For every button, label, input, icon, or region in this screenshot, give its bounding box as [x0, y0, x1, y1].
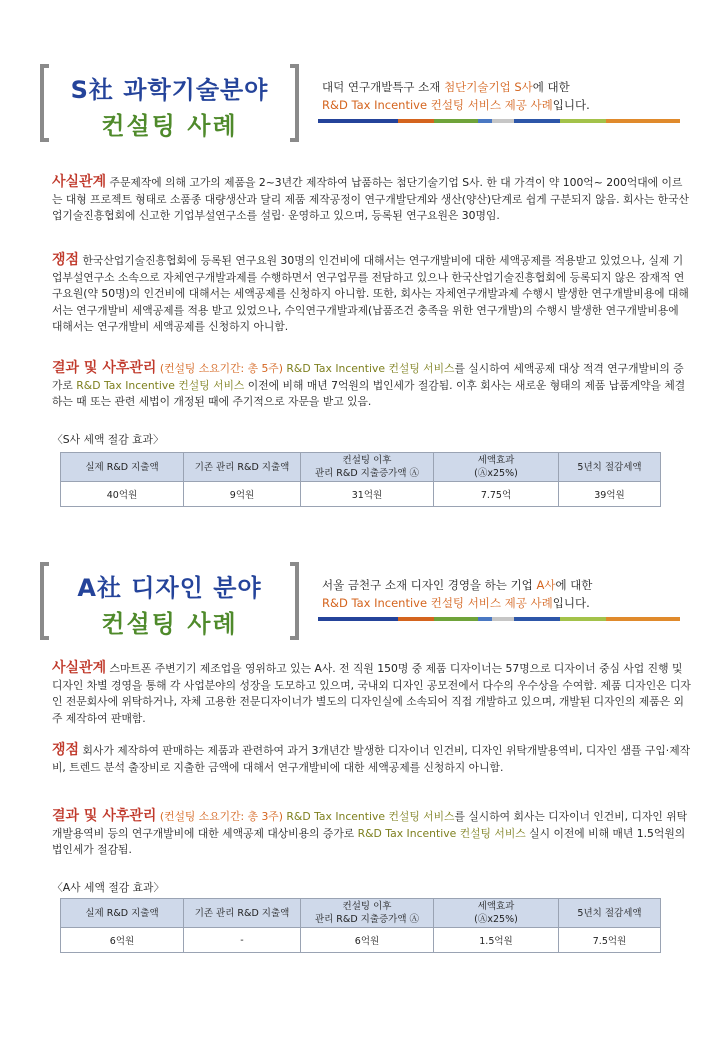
table-header: 실제 R&D 지출액 — [61, 453, 184, 482]
company-highlight: 첨단기술기업 S사 — [444, 80, 533, 94]
issue-label: 쟁점 — [52, 742, 80, 758]
color-stripe-divider — [318, 119, 680, 123]
service-name: R&D Tax Incentive 컨설팅 서비스 — [76, 378, 245, 392]
service-name: R&D Tax Incentive 컨설팅 서비스 — [286, 362, 455, 375]
company-highlight: A사 — [536, 578, 556, 592]
table-row — [61, 482, 661, 507]
case-title: S社 과학기술분야 — [70, 76, 269, 104]
tax-savings-table — [60, 452, 661, 507]
table-cell: 40억원 — [61, 482, 184, 507]
service-name: R&D Tax Incentive 컨설팅 서비스 — [286, 810, 455, 823]
table-cell: 6억원 — [61, 928, 184, 953]
duration-text: (컨설팅 소요기간: 총 5주) — [159, 362, 283, 375]
table-cell: 7.5억원 — [559, 928, 661, 953]
table-header: 세액효과 (Ⓐx25%) — [434, 453, 559, 482]
case-study-s — [0, 58, 720, 501]
table-cell: - — [184, 928, 301, 953]
table-header: 5년치 절감세액 — [559, 453, 661, 482]
table-cell: 7.75억 — [434, 482, 559, 507]
duration-text: (컨설팅 소요기간: 총 3주) — [159, 810, 283, 823]
table-caption: 〈S사 세액 절감 효과〉 — [52, 433, 164, 446]
tax-savings-table — [60, 898, 661, 953]
result-paragraph: 결과 및 사후관리 (컨설팅 소요기간: 총 5주) R&D Tax Incentive 컨설팅 서비스를 실시하여 세액공제 대상 적격 연구개발비의 증가로 R&D Tax Incentive 컨설팅 서비스 이전에 비해 매년 7억원의 법인세가 절감됨. 이후 회사는 새로운 형태의 제품 납품계약을 체결하는 때 또는 관련 세법이 개정된 때에 주기적으로 자문을 받고 있음. — [52, 360, 686, 409]
table-header-row — [61, 453, 661, 482]
result-label: 결과 및 사후관리 — [52, 808, 157, 824]
result-paragraph: 결과 및 사후관리 (컨설팅 소요기간: 총 3주) R&D Tax Incentive 컨설팅 서비스를 실시하여 회사는 디자이너 인건비, 디자인 위탁개발용역비 등의 연구개발비에 대한 세액공제 대상비용의 증가로 R&D Tax Incentive 컨설팅 서비스 실시 이전에 비해 매년 1.5억원의 법인세가 절감됨. — [52, 808, 688, 857]
table-header-row — [61, 899, 661, 928]
service-name: R&D Tax Incentive 컨설팅 서비스 — [357, 826, 526, 840]
service-highlight: R&D Tax Incentive 컨설팅 서비스 제공 사례 — [322, 98, 553, 112]
table-header: 5년치 절감세액 — [559, 899, 661, 928]
facts-text: 주문제작에 의해 고가의 제품을 2~3년간 제작하여 납품하는 첨단기술기업 S사. 한 대 가격이 약 100억~ 200억대에 이르는 대형 프로젝트 형태로 소품종 대량생산과 달리 제품 제작공정이 연구개발단계와 생산(양산)단계로 쉽게 구분되지 않음. 회사는 한국산업기술진흥협회에 신고한 기업부설연구소를 설립· 운영하고 있으며, 등록된 연구요원은 30명임. — [52, 176, 689, 223]
issue-paragraph — [52, 742, 692, 776]
issue-paragraph — [52, 252, 692, 336]
table-cell: 39억원 — [559, 482, 661, 507]
facts-label: 사실관계 — [52, 174, 107, 190]
issue-text: 한국산업기술진흥협회에 등록된 연구요원 30명의 인건비에 대해서는 연구개발비에 대한 세액공제를 적용받고 있었으나, 실제 기업부설연구소 소속으로 자체연구개발과제를 수행하면서 연구업무를 전담하고 있으나 한국산업기술진흥협회에 등록되지 않은 잠재적 연구요원(약 50명)의 인건비에 대해서는 세액공제를 신청하지 아니함. 또한, 회사는 자체연구개발과제 수행시 발생한 연구개발비용에 대해서는 연구개발비 세액공제를 적용 받고 있었으나, 수익연구개발과제(납품조건 충족을 위한 연구개발)의 수행시 발생한 연구개발비용에 대해서는 연구개발비 세액공제를 신청하지 아니함. — [52, 254, 689, 334]
case-intro: 대덕 연구개발특구 소재 첨단기술기업 S사에 대한 R&D Tax Incentive 컨설팅 서비스 제공 사례입니다. — [322, 80, 590, 112]
table-row — [61, 928, 661, 953]
table-header: 기존 관리 R&D 지출액 — [184, 899, 301, 928]
table-cell: 9억원 — [184, 482, 301, 507]
facts-text: 스마트폰 주변기기 제조업을 영위하고 있는 A사. 전 직원 150명 중 제품 디자이너는 57명으로 디자이너 중심 사업 진행 및 디자인 차별 경영을 통해 각 사업분야의 성장을 도모하고 있으며, 국내외 디자인 공모전에서 다수의 우수상을 수여함. 제품 디자인은 디자인 전문회사에 위탁하거나, 자체 고용한 전문디자이너가 별도의 디자인실에 소속되어 직접 개발하고 있으며, 개발된 디자인의 제품은 외주 제작하여 판매함. — [52, 662, 691, 725]
case-study-a — [0, 556, 720, 947]
table-header: 기존 관리 R&D 지출액 — [184, 453, 301, 482]
result-label: 결과 및 사후관리 — [52, 360, 157, 376]
table-cell: 6억원 — [301, 928, 434, 953]
table-cell: 31억원 — [301, 482, 434, 507]
facts-paragraph — [52, 174, 692, 225]
table-caption: 〈A사 세액 절감 효과〉 — [52, 881, 165, 894]
issue-label: 쟁점 — [52, 252, 80, 268]
service-highlight: R&D Tax Incentive 컨설팅 서비스 제공 사례 — [322, 596, 553, 610]
case-title: A社 디자인 분야 — [77, 574, 262, 602]
table-header: 실제 R&D 지출액 — [61, 899, 184, 928]
case-intro: 서울 금천구 소재 디자인 경영을 하는 기업 A사에 대한 R&D Tax Incentive 컨설팅 서비스 제공 사례입니다. — [322, 578, 593, 610]
case-subtitle: 컨설팅 사례 — [101, 610, 238, 638]
issue-text: 회사가 제작하여 판매하는 제품과 관련하여 과거 3개년간 발생한 디자이너 인건비, 디자인 위탁개발용역비, 디자인 샘플 구입·제작비, 트렌드 분석 출장비로 지출한 금액에 대해서 연구개발비에 대한 세액공제를 신청하지 아니함. — [52, 744, 691, 774]
facts-label: 사실관계 — [52, 660, 107, 676]
case-header — [0, 58, 720, 150]
color-stripe-divider — [318, 617, 680, 621]
table-header: 세액효과 (Ⓐx25%) — [434, 899, 559, 928]
case-subtitle: 컨설팅 사례 — [101, 112, 238, 140]
table-cell: 1.5억원 — [434, 928, 559, 953]
case-header — [0, 556, 720, 648]
table-header: 컨설팅 이후 관리 R&D 지출증가액 Ⓐ — [301, 453, 434, 482]
facts-paragraph — [52, 660, 692, 727]
table-header: 컨설팅 이후 관리 R&D 지출증가액 Ⓐ — [301, 899, 434, 928]
